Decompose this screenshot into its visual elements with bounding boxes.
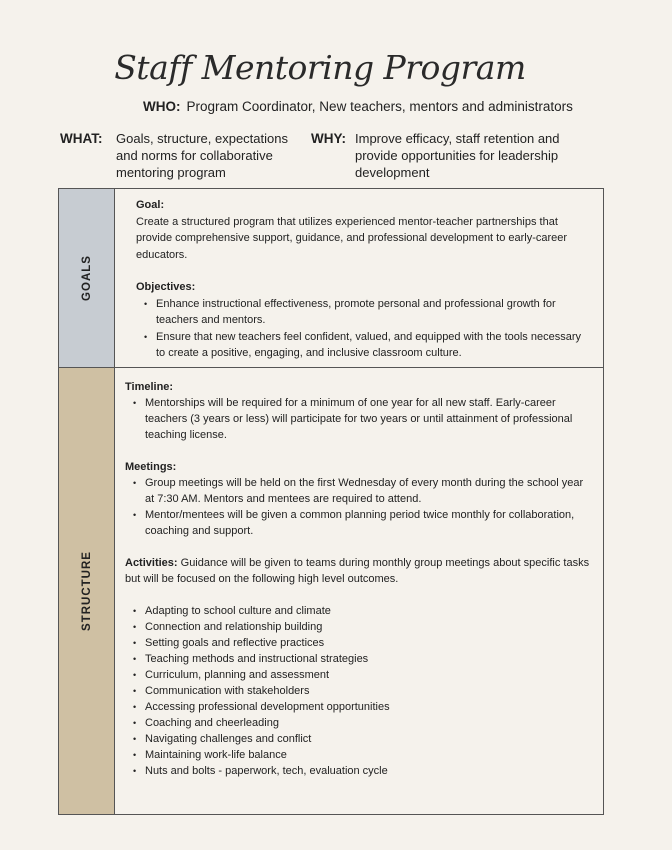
structure-tab (59, 367, 115, 814)
activities-text: Guidance will be given to teams during monthly group meetings about specific tasks but will be focused on the following high level outcomes. (125, 557, 590, 585)
goals-tab (59, 189, 115, 367)
outcomes-list (125, 603, 591, 779)
what-label: WHAT: (60, 131, 103, 146)
list-item: • Group meetings will be held on the first Wednesday of every month during the school year at 7:30 AM. Mentors and mentees are required to attend. (145, 475, 591, 507)
meetings-heading: Meetings: (125, 461, 177, 473)
list-item: • Nuts and bolts - paperwork, tech, evaluation cycle (145, 763, 591, 779)
who-label: WHO: (143, 99, 181, 114)
list-item: • Curriculum, planning and assessment (145, 667, 591, 683)
objectives-list (136, 296, 591, 362)
why-text: Improve efficacy, staff retention and provide opportunities for leadership development (355, 131, 560, 180)
goal-heading: Goal: (136, 199, 165, 211)
structure-section (125, 379, 591, 779)
meetings-list (125, 475, 591, 539)
page-title: Staff Mentoring Program (114, 48, 526, 87)
timeline-heading: Timeline: (125, 381, 174, 393)
program-table (58, 188, 604, 815)
list-item: • Enhance instructional effectiveness, promote personal and professional growth for teachers and mentors. (156, 296, 591, 329)
goal-text: Create a structured program that utilizes experienced mentor-teacher partnerships that provide comprehensive support, guidance, and professional development to early-career educators. (136, 215, 568, 261)
list-item: • Adapting to school culture and climate (145, 603, 591, 619)
objectives-heading: Objectives: (136, 281, 196, 293)
who-line (143, 99, 573, 114)
what-text: Goals, structure, expectations and norms for collaborative mentoring program (116, 131, 288, 180)
row-divider (115, 367, 603, 368)
list-item: • Coaching and cheerleading (145, 715, 591, 731)
list-item: • Communication with stakeholders (145, 683, 591, 699)
list-item: • Accessing professional development opportunities (145, 699, 591, 715)
goals-tab-label: GOALS (80, 255, 93, 301)
list-item: • Navigating challenges and conflict (145, 731, 591, 747)
list-item: • Teaching methods and instructional strategies (145, 651, 591, 667)
who-text: Program Coordinator, New teachers, mentors and administrators (186, 99, 573, 114)
goals-section (136, 197, 591, 362)
activities-paragraph (125, 555, 591, 587)
timeline-list (125, 395, 591, 443)
why-label: WHY: (311, 131, 346, 146)
list-item: • Maintaining work-life balance (145, 747, 591, 763)
list-item: • Connection and relationship building (145, 619, 591, 635)
list-item: • Ensure that new teachers feel confident, valued, and equipped with the tools necessary to create a positive, engaging, and inclusive classroom culture. (156, 329, 591, 362)
list-item: • Mentorships will be required for a minimum of one year for all new staff. Early-career teachers (3 years or less) will participate for two years or until attainment of professional teaching license. (145, 395, 591, 443)
activities-heading: Activities: (125, 557, 178, 569)
list-item: • Mentor/mentees will be given a common planning period twice monthly for collaboration, coaching and support. (145, 507, 591, 539)
list-item: • Setting goals and reflective practices (145, 635, 591, 651)
structure-tab-label: STRUCTURE (80, 551, 93, 631)
